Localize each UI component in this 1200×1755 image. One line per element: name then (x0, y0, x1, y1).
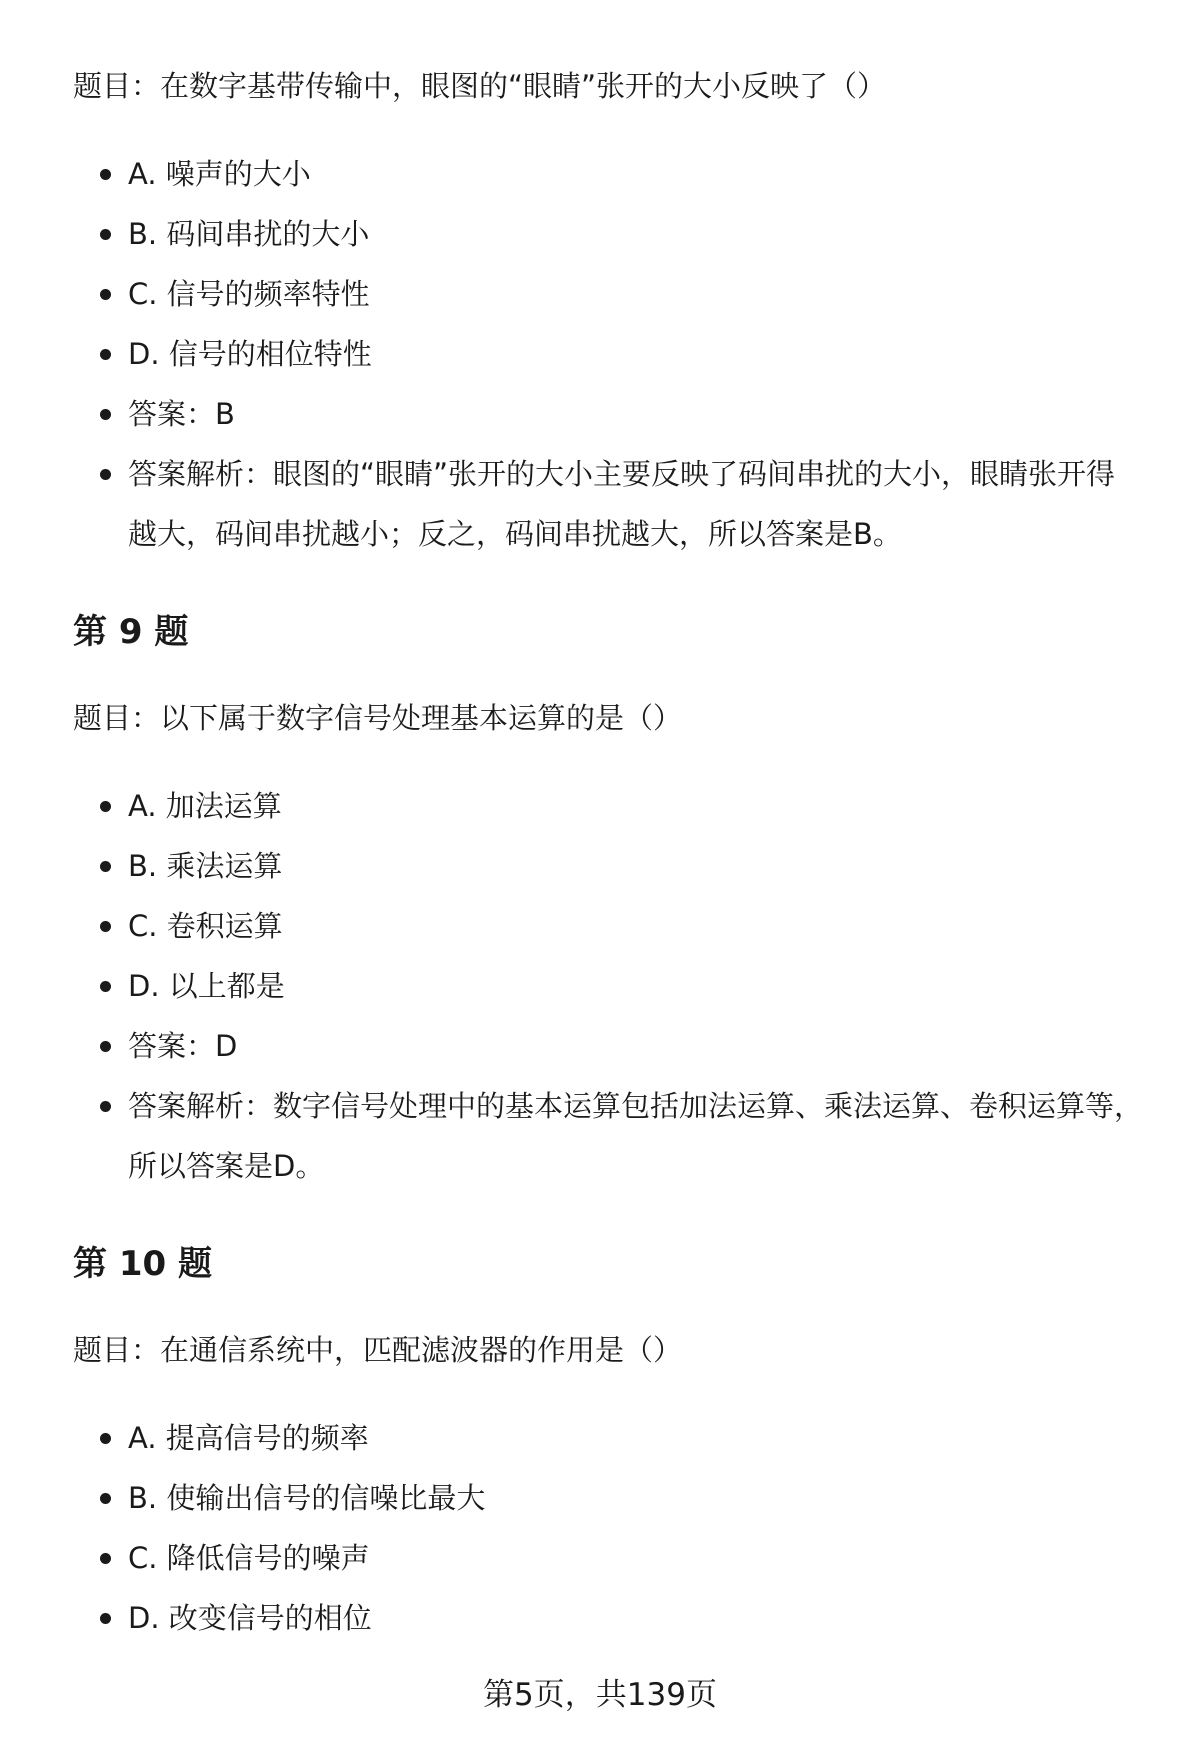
option-c: C. 降低信号的噪声 (73, 1528, 1143, 1588)
question-8-options (73, 144, 1143, 564)
question-8-text: 题目：在数字基带传输中，眼图的“眼睛”张开的大小反映了（） (73, 69, 887, 103)
option-a: A. 噪声的大小 (73, 144, 1143, 204)
question-9-heading: 第 9 题 (73, 612, 189, 652)
question-10-options (73, 1408, 1143, 1648)
question-10-text: 题目：在通信系统中，匹配滤波器的作用是（） (73, 1333, 683, 1367)
option-d: D. 以上都是 (73, 956, 1143, 1016)
option-d: D. 信号的相位特性 (73, 324, 1143, 384)
page-content (73, 64, 1143, 1648)
answer: 答案：D (73, 1016, 1143, 1076)
answer-analysis: 答案解析：数字信号处理中的基本运算包括加法运算、乘法运算、卷积运算等，所以答案是D。 (73, 1076, 1143, 1196)
option-c: C. 信号的频率特性 (73, 264, 1143, 324)
answer-analysis: 答案解析：眼图的“眼睛”张开的大小主要反映了码间串扰的大小，眼睛张开得越大，码间串扰越小；反之，码间串扰越大，所以答案是B。 (73, 444, 1143, 564)
answer: 答案：B (73, 384, 1143, 444)
option-b: B. 使输出信号的信噪比最大 (73, 1468, 1143, 1528)
option-b: B. 码间串扰的大小 (73, 204, 1143, 264)
option-a: A. 提高信号的频率 (73, 1408, 1143, 1468)
question-9-text: 题目：以下属于数字信号处理基本运算的是（） (73, 701, 683, 735)
page-number-footer: 第5页，共139页 (483, 1677, 717, 1713)
question-10-heading: 第 10 题 (73, 1244, 212, 1284)
question-9-options (73, 776, 1143, 1196)
option-c: C. 卷积运算 (73, 896, 1143, 956)
option-b: B. 乘法运算 (73, 836, 1143, 896)
option-d: D. 改变信号的相位 (73, 1588, 1143, 1648)
option-a: A. 加法运算 (73, 776, 1143, 836)
